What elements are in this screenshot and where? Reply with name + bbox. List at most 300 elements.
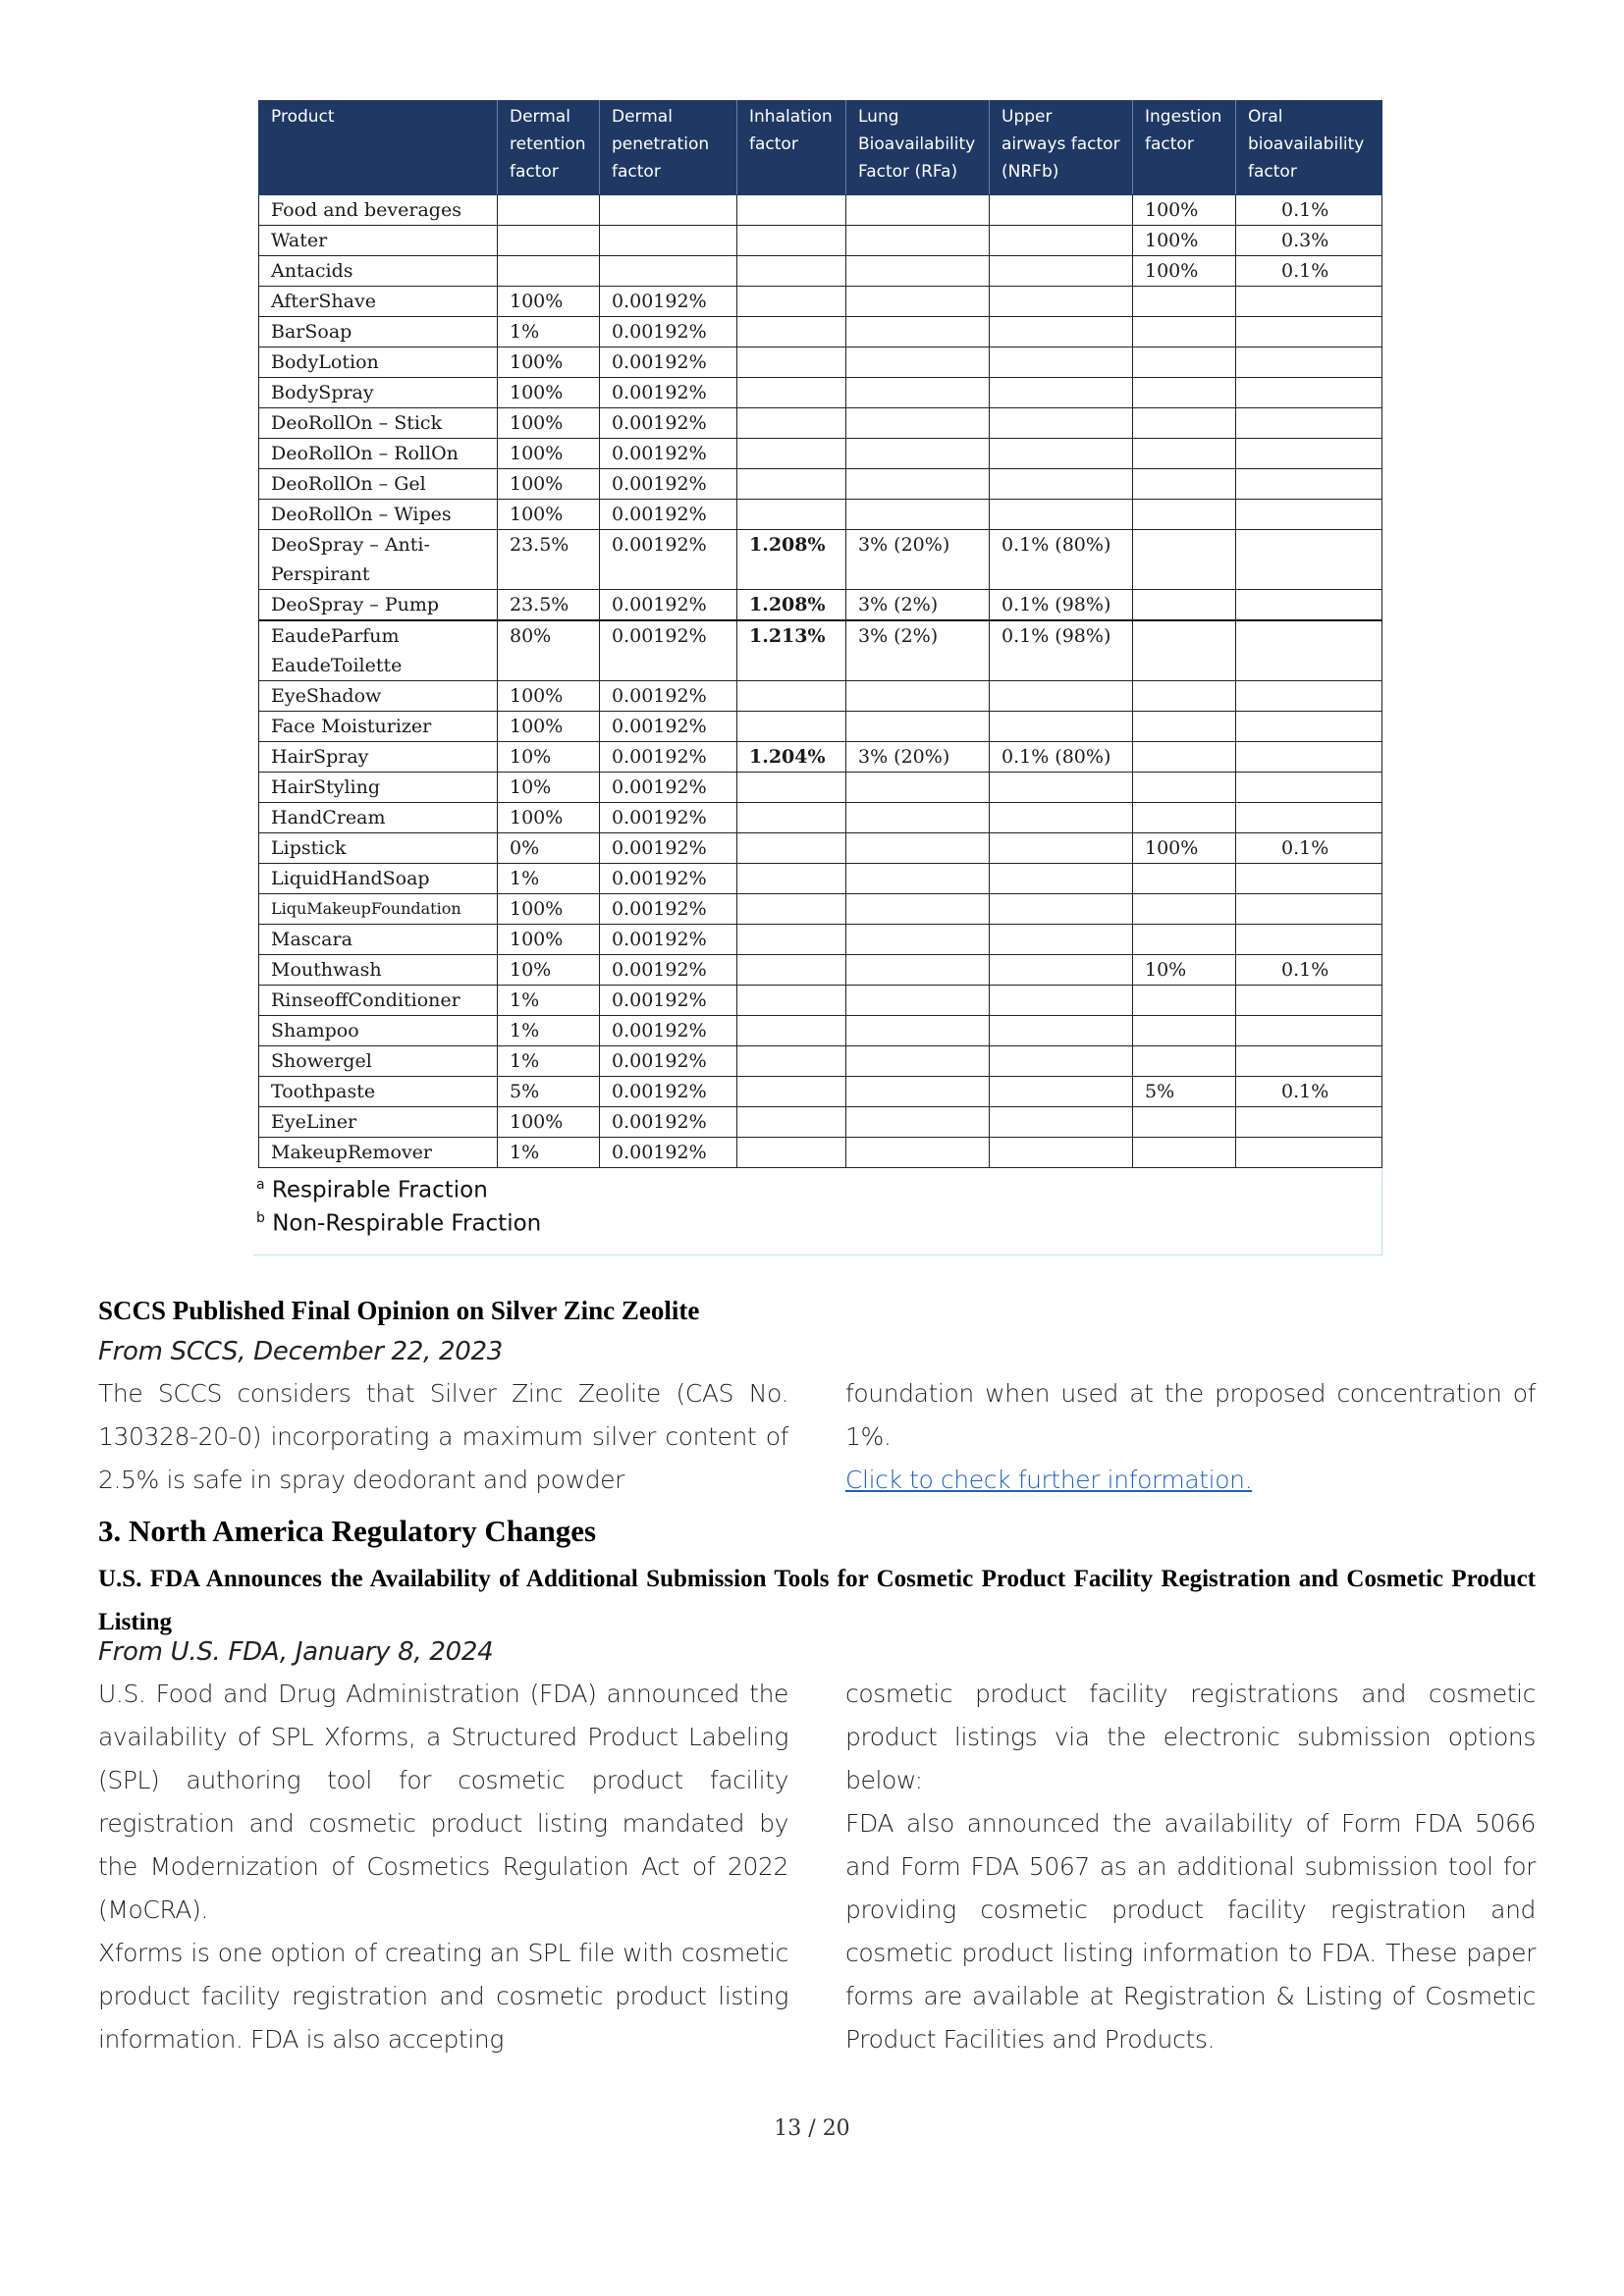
value-cell: 0.1% (98%)	[990, 620, 1133, 681]
value-cell	[1236, 378, 1382, 408]
value-cell: 5%	[1133, 1077, 1236, 1107]
table-row	[259, 773, 1382, 803]
value-cell: 0.00192%	[600, 773, 737, 803]
header-inhalation: Inhalation factor	[737, 101, 846, 195]
value-cell: 100%	[1133, 226, 1236, 256]
table-row	[259, 620, 1382, 681]
value-cell	[737, 894, 846, 925]
value-cell	[737, 1077, 846, 1107]
table-row	[259, 590, 1382, 621]
value-cell: 0.00192%	[600, 1107, 737, 1138]
value-cell: 1.208%	[737, 590, 846, 621]
value-cell: 0.1% (80%)	[990, 742, 1133, 773]
fda-right-paragraph-1: cosmetic product facility registrations and cosmetic product listings via the electronic submission options below:	[845, 1680, 1536, 1794]
value-cell: 0.00192%	[600, 408, 737, 439]
value-cell: 100%	[1133, 256, 1236, 287]
value-cell: 0.00192%	[600, 439, 737, 469]
value-cell	[1133, 500, 1236, 530]
value-cell	[1133, 408, 1236, 439]
value-cell	[1236, 803, 1382, 833]
value-cell: 3% (2%)	[846, 620, 990, 681]
table-row	[259, 287, 1382, 317]
value-cell	[990, 408, 1133, 439]
value-cell	[737, 773, 846, 803]
value-cell	[1133, 864, 1236, 894]
value-cell: 0.1%	[1236, 1077, 1382, 1107]
product-cell: DeoRollOn – Gel	[259, 469, 498, 500]
value-cell: 0.00192%	[600, 803, 737, 833]
table-row	[259, 986, 1382, 1016]
value-cell	[1236, 1046, 1382, 1077]
value-cell	[1133, 803, 1236, 833]
value-cell	[498, 226, 600, 256]
value-cell	[1133, 590, 1236, 621]
value-cell	[990, 773, 1133, 803]
value-cell	[737, 226, 846, 256]
value-cell	[737, 712, 846, 742]
value-cell	[1236, 590, 1382, 621]
value-cell: 5%	[498, 1077, 600, 1107]
table-row	[259, 833, 1382, 864]
value-cell: 100%	[1133, 195, 1236, 226]
table-row	[259, 1077, 1382, 1107]
value-cell	[846, 1107, 990, 1138]
value-cell	[1133, 712, 1236, 742]
product-cell: Toothpaste	[259, 1077, 498, 1107]
product-cell: EaudeParfum EaudeToilette	[259, 620, 498, 681]
product-cell: Water	[259, 226, 498, 256]
value-cell	[846, 925, 990, 955]
table-row	[259, 347, 1382, 378]
table-row	[259, 1046, 1382, 1077]
value-cell	[1133, 1107, 1236, 1138]
table-row	[259, 803, 1382, 833]
product-cell: BodyLotion	[259, 347, 498, 378]
table-row	[259, 864, 1382, 894]
product-cell: Lipstick	[259, 833, 498, 864]
value-cell: 0.00192%	[600, 347, 737, 378]
value-cell	[1236, 530, 1382, 590]
header-lung-bioavailability: Lung Bioavailability Factor (RFa)	[846, 101, 990, 195]
value-cell	[1133, 469, 1236, 500]
value-cell	[846, 317, 990, 347]
value-cell	[737, 256, 846, 287]
value-cell: 10%	[1133, 955, 1236, 986]
table-row	[259, 925, 1382, 955]
value-cell	[990, 317, 1133, 347]
value-cell	[1236, 894, 1382, 925]
value-cell	[990, 1138, 1133, 1168]
value-cell	[990, 833, 1133, 864]
header-oral-bioavailability: Oral bioavailability factor	[1236, 101, 1382, 195]
sccs-left-paragraph: The SCCS considers that Silver Zinc Zeolite (CAS No. 130328-20-0) incorporating a maximum silver content of 2.5% is safe in spray deodorant and powder	[98, 1379, 788, 1494]
value-cell	[1236, 469, 1382, 500]
value-cell	[1133, 925, 1236, 955]
value-cell	[990, 955, 1133, 986]
table-row	[259, 742, 1382, 773]
value-cell	[990, 347, 1133, 378]
value-cell	[737, 864, 846, 894]
table-row	[259, 317, 1382, 347]
value-cell: 1%	[498, 986, 600, 1016]
value-cell	[990, 378, 1133, 408]
product-cell: BodySpray	[259, 378, 498, 408]
value-cell	[846, 833, 990, 864]
table-row	[259, 500, 1382, 530]
value-cell	[990, 256, 1133, 287]
value-cell	[1236, 287, 1382, 317]
value-cell	[846, 955, 990, 986]
product-cell: Shampoo	[259, 1016, 498, 1046]
value-cell: 100%	[498, 803, 600, 833]
value-cell: 1%	[498, 1046, 600, 1077]
value-cell: 0.1% (80%)	[990, 530, 1133, 590]
value-cell	[846, 803, 990, 833]
value-cell	[846, 864, 990, 894]
value-cell: 0.00192%	[600, 590, 737, 621]
value-cell	[990, 1077, 1133, 1107]
product-cell: HandCream	[259, 803, 498, 833]
table-row	[259, 1016, 1382, 1046]
value-cell: 0.00192%	[600, 955, 737, 986]
table-row	[259, 681, 1382, 712]
value-cell	[1236, 712, 1382, 742]
value-cell	[1236, 1107, 1382, 1138]
table-row	[259, 469, 1382, 500]
value-cell	[737, 408, 846, 439]
value-cell: 0.00192%	[600, 986, 737, 1016]
value-cell: 0.00192%	[600, 469, 737, 500]
exposure-factors-table	[258, 100, 1382, 1168]
table-row	[259, 256, 1382, 287]
value-cell: 0.00192%	[600, 1077, 737, 1107]
value-cell	[990, 226, 1133, 256]
value-cell: 1.208%	[737, 530, 846, 590]
value-cell	[846, 378, 990, 408]
value-cell	[846, 894, 990, 925]
value-cell	[737, 287, 846, 317]
value-cell	[1236, 439, 1382, 469]
value-cell	[990, 1046, 1133, 1077]
value-cell	[498, 195, 600, 226]
header-ingestion: Ingestion factor	[1133, 101, 1236, 195]
table-body	[259, 195, 1382, 1168]
value-cell: 3% (20%)	[846, 742, 990, 773]
value-cell	[737, 1107, 846, 1138]
value-cell	[990, 712, 1133, 742]
product-cell: MakeupRemover	[259, 1138, 498, 1168]
value-cell	[1133, 1138, 1236, 1168]
value-cell	[737, 1138, 846, 1168]
value-cell	[1133, 347, 1236, 378]
value-cell	[846, 226, 990, 256]
value-cell	[846, 347, 990, 378]
product-cell: DeoRollOn – RollOn	[259, 439, 498, 469]
product-cell: Mouthwash	[259, 955, 498, 986]
value-cell	[600, 226, 737, 256]
value-cell	[990, 864, 1133, 894]
value-cell	[846, 1138, 990, 1168]
value-cell: 3% (2%)	[846, 590, 990, 621]
value-cell	[990, 894, 1133, 925]
value-cell: 10%	[498, 773, 600, 803]
product-cell: Showergel	[259, 1046, 498, 1077]
value-cell	[1133, 742, 1236, 773]
value-cell: 0.00192%	[600, 742, 737, 773]
table-header-row	[259, 101, 1382, 195]
value-cell	[1236, 1016, 1382, 1046]
value-cell	[1236, 1138, 1382, 1168]
value-cell	[737, 469, 846, 500]
value-cell	[1133, 773, 1236, 803]
value-cell	[737, 986, 846, 1016]
product-cell: Face Moisturizer	[259, 712, 498, 742]
value-cell: 0.00192%	[600, 1138, 737, 1168]
value-cell: 0.1%	[1236, 833, 1382, 864]
product-cell: Mascara	[259, 925, 498, 955]
value-cell	[990, 803, 1133, 833]
value-cell	[846, 1077, 990, 1107]
table-row	[259, 712, 1382, 742]
value-cell	[990, 195, 1133, 226]
product-cell: LiquMakeupFoundation	[259, 894, 498, 925]
value-cell: 0.00192%	[600, 287, 737, 317]
product-cell: AfterShave	[259, 287, 498, 317]
header-dermal-penetration: Dermal penetration factor	[600, 101, 737, 195]
further-information-link[interactable]: Click to check further information.	[845, 1466, 1253, 1494]
table-row	[259, 1107, 1382, 1138]
value-cell: 1%	[498, 1016, 600, 1046]
value-cell	[1133, 681, 1236, 712]
value-cell	[846, 500, 990, 530]
sccs-article-title: SCCS Published Final Opinion on Silver Zinc Zeolite	[98, 1296, 700, 1325]
value-cell	[737, 317, 846, 347]
value-cell	[990, 1107, 1133, 1138]
fda-left-paragraph-1: U.S. Food and Drug Administration (FDA) announced the availability of SPL Xforms, a Structured Product Labeling (SPL) authoring tool for cosmetic product facility registration and cosmetic product listing mandated by the Modernization of Cosmetics Regulation Act of 2022 (MoCRA).	[98, 1680, 788, 1924]
value-cell: 0.00192%	[600, 681, 737, 712]
value-cell	[737, 1046, 846, 1077]
value-cell	[1236, 347, 1382, 378]
value-cell	[1236, 620, 1382, 681]
product-cell: HairStyling	[259, 773, 498, 803]
value-cell	[846, 712, 990, 742]
table-row	[259, 378, 1382, 408]
value-cell: 10%	[498, 742, 600, 773]
header-dermal-retention: Dermal retention factor	[498, 101, 600, 195]
value-cell: 0.00192%	[600, 620, 737, 681]
value-cell: 100%	[498, 925, 600, 955]
value-cell: 100%	[498, 894, 600, 925]
value-cell: 0.00192%	[600, 833, 737, 864]
value-cell	[1236, 864, 1382, 894]
value-cell: 0.1%	[1236, 955, 1382, 986]
value-cell	[737, 439, 846, 469]
value-cell	[1236, 408, 1382, 439]
value-cell	[846, 287, 990, 317]
value-cell	[990, 439, 1133, 469]
sccs-left-column	[98, 1372, 788, 1502]
value-cell	[1133, 530, 1236, 590]
value-cell	[737, 347, 846, 378]
value-cell: 0.00192%	[600, 864, 737, 894]
fda-source: From U.S. FDA, January 8, 2024	[98, 1637, 494, 1667]
value-cell	[1236, 925, 1382, 955]
product-cell: DeoSpray – Pump	[259, 590, 498, 621]
value-cell	[846, 681, 990, 712]
product-cell: HairSpray	[259, 742, 498, 773]
value-cell	[990, 1016, 1133, 1046]
value-cell	[846, 439, 990, 469]
table-row	[259, 894, 1382, 925]
value-cell: 1.213%	[737, 620, 846, 681]
value-cell	[1133, 287, 1236, 317]
value-cell	[737, 803, 846, 833]
value-cell: 100%	[1133, 833, 1236, 864]
value-cell: 1%	[498, 864, 600, 894]
value-cell: 100%	[498, 378, 600, 408]
value-cell: 0.1% (98%)	[990, 590, 1133, 621]
value-cell: 100%	[498, 287, 600, 317]
value-cell: 0.1%	[1236, 256, 1382, 287]
value-cell	[737, 955, 846, 986]
value-cell	[498, 256, 600, 287]
value-cell	[1236, 742, 1382, 773]
value-cell: 0.00192%	[600, 712, 737, 742]
value-cell	[737, 195, 846, 226]
sccs-right-column	[845, 1372, 1536, 1502]
value-cell: 100%	[498, 500, 600, 530]
value-cell: 100%	[498, 469, 600, 500]
value-cell	[846, 408, 990, 439]
value-cell: 100%	[498, 681, 600, 712]
fda-article-title: U.S. FDA Announces the Availability of Additional Submission Tools for Cosmetic Product Facility Registration and Cosmetic Product Listing	[98, 1566, 1536, 1635]
fda-right-column	[845, 1673, 1536, 2061]
footnote-a: $^a$ Respirable Fraction	[256, 1177, 488, 1203]
sccs-source: From SCCS, December 22, 2023	[98, 1337, 503, 1366]
product-cell: Antacids	[259, 256, 498, 287]
value-cell: 0.00192%	[600, 1046, 737, 1077]
table-row	[259, 226, 1382, 256]
table-row	[259, 439, 1382, 469]
value-cell: 3% (20%)	[846, 530, 990, 590]
product-cell: BarSoap	[259, 317, 498, 347]
header-product: Product	[259, 101, 498, 195]
value-cell	[1133, 1016, 1236, 1046]
product-cell: RinseoffConditioner	[259, 986, 498, 1016]
value-cell: 0.00192%	[600, 530, 737, 590]
value-cell	[846, 256, 990, 287]
value-cell: 0.00192%	[600, 925, 737, 955]
value-cell	[1236, 986, 1382, 1016]
product-cell: DeoSpray – Anti-Perspirant	[259, 530, 498, 590]
product-cell: DeoRollOn – Wipes	[259, 500, 498, 530]
value-cell	[990, 469, 1133, 500]
value-cell	[846, 1016, 990, 1046]
value-cell: 0.3%	[1236, 226, 1382, 256]
table-row	[259, 955, 1382, 986]
value-cell	[1133, 620, 1236, 681]
value-cell: 0%	[498, 833, 600, 864]
value-cell: 100%	[498, 347, 600, 378]
value-cell	[990, 681, 1133, 712]
header-upper-airways: Upper airways factor (NRFb)	[990, 101, 1133, 195]
value-cell: 1%	[498, 1138, 600, 1168]
value-cell: 23.5%	[498, 530, 600, 590]
value-cell: 0.00192%	[600, 500, 737, 530]
value-cell	[846, 195, 990, 226]
value-cell	[846, 469, 990, 500]
section-title: 3. North America Regulatory Changes	[98, 1514, 597, 1548]
value-cell: 23.5%	[498, 590, 600, 621]
value-cell: 0.00192%	[600, 1016, 737, 1046]
value-cell: 0.00192%	[600, 378, 737, 408]
value-cell	[1133, 894, 1236, 925]
value-cell: 0.00192%	[600, 894, 737, 925]
value-cell	[737, 500, 846, 530]
table-row	[259, 195, 1382, 226]
page-number: 13 / 20	[774, 2116, 850, 2141]
value-cell	[600, 256, 737, 287]
footnote-b: $^b$ Non-Respirable Fraction	[256, 1210, 542, 1237]
value-cell	[737, 833, 846, 864]
product-cell: DeoRollOn – Stick	[259, 408, 498, 439]
product-cell: EyeLiner	[259, 1107, 498, 1138]
value-cell	[990, 925, 1133, 955]
table-row	[259, 408, 1382, 439]
value-cell: 1.204%	[737, 742, 846, 773]
fda-left-column	[98, 1673, 788, 2061]
value-cell	[737, 1016, 846, 1046]
value-cell	[1133, 378, 1236, 408]
sccs-right-paragraph: foundation when used at the proposed concentration of 1%.	[845, 1379, 1536, 1451]
value-cell	[846, 773, 990, 803]
value-cell: 100%	[498, 408, 600, 439]
value-cell: 80%	[498, 620, 600, 681]
value-cell	[990, 500, 1133, 530]
value-cell	[737, 378, 846, 408]
value-cell	[1236, 500, 1382, 530]
product-cell: EyeShadow	[259, 681, 498, 712]
value-cell	[1133, 439, 1236, 469]
value-cell: 10%	[498, 955, 600, 986]
fda-left-paragraph-2: Xforms is one option of creating an SPL file with cosmetic product facility registration and cosmetic product listing information. FDA is also accepting	[98, 1939, 788, 2054]
value-cell	[737, 925, 846, 955]
value-cell	[1236, 317, 1382, 347]
value-cell: 0.1%	[1236, 195, 1382, 226]
fda-right-paragraph-2: FDA also announced the availability of Form FDA 5066 and Form FDA 5067 as an additional submission tool for providing cosmetic product facility registration and cosmetic product listing information to FDA. These paper forms are available at Registration & Listing of Cosmetic Product Facilities and Products.	[845, 1809, 1536, 2054]
value-cell: 1%	[498, 317, 600, 347]
value-cell	[846, 1046, 990, 1077]
value-cell: 100%	[498, 439, 600, 469]
product-cell: Food and beverages	[259, 195, 498, 226]
value-cell	[1133, 986, 1236, 1016]
table-row	[259, 1138, 1382, 1168]
value-cell	[737, 681, 846, 712]
value-cell	[1133, 1046, 1236, 1077]
value-cell	[846, 986, 990, 1016]
table-row	[259, 530, 1382, 590]
value-cell	[1236, 681, 1382, 712]
value-cell	[1133, 317, 1236, 347]
product-cell: LiquidHandSoap	[259, 864, 498, 894]
value-cell: 100%	[498, 712, 600, 742]
value-cell	[990, 287, 1133, 317]
value-cell	[990, 986, 1133, 1016]
value-cell: 0.00192%	[600, 317, 737, 347]
value-cell	[600, 195, 737, 226]
value-cell: 100%	[498, 1107, 600, 1138]
value-cell	[1236, 773, 1382, 803]
